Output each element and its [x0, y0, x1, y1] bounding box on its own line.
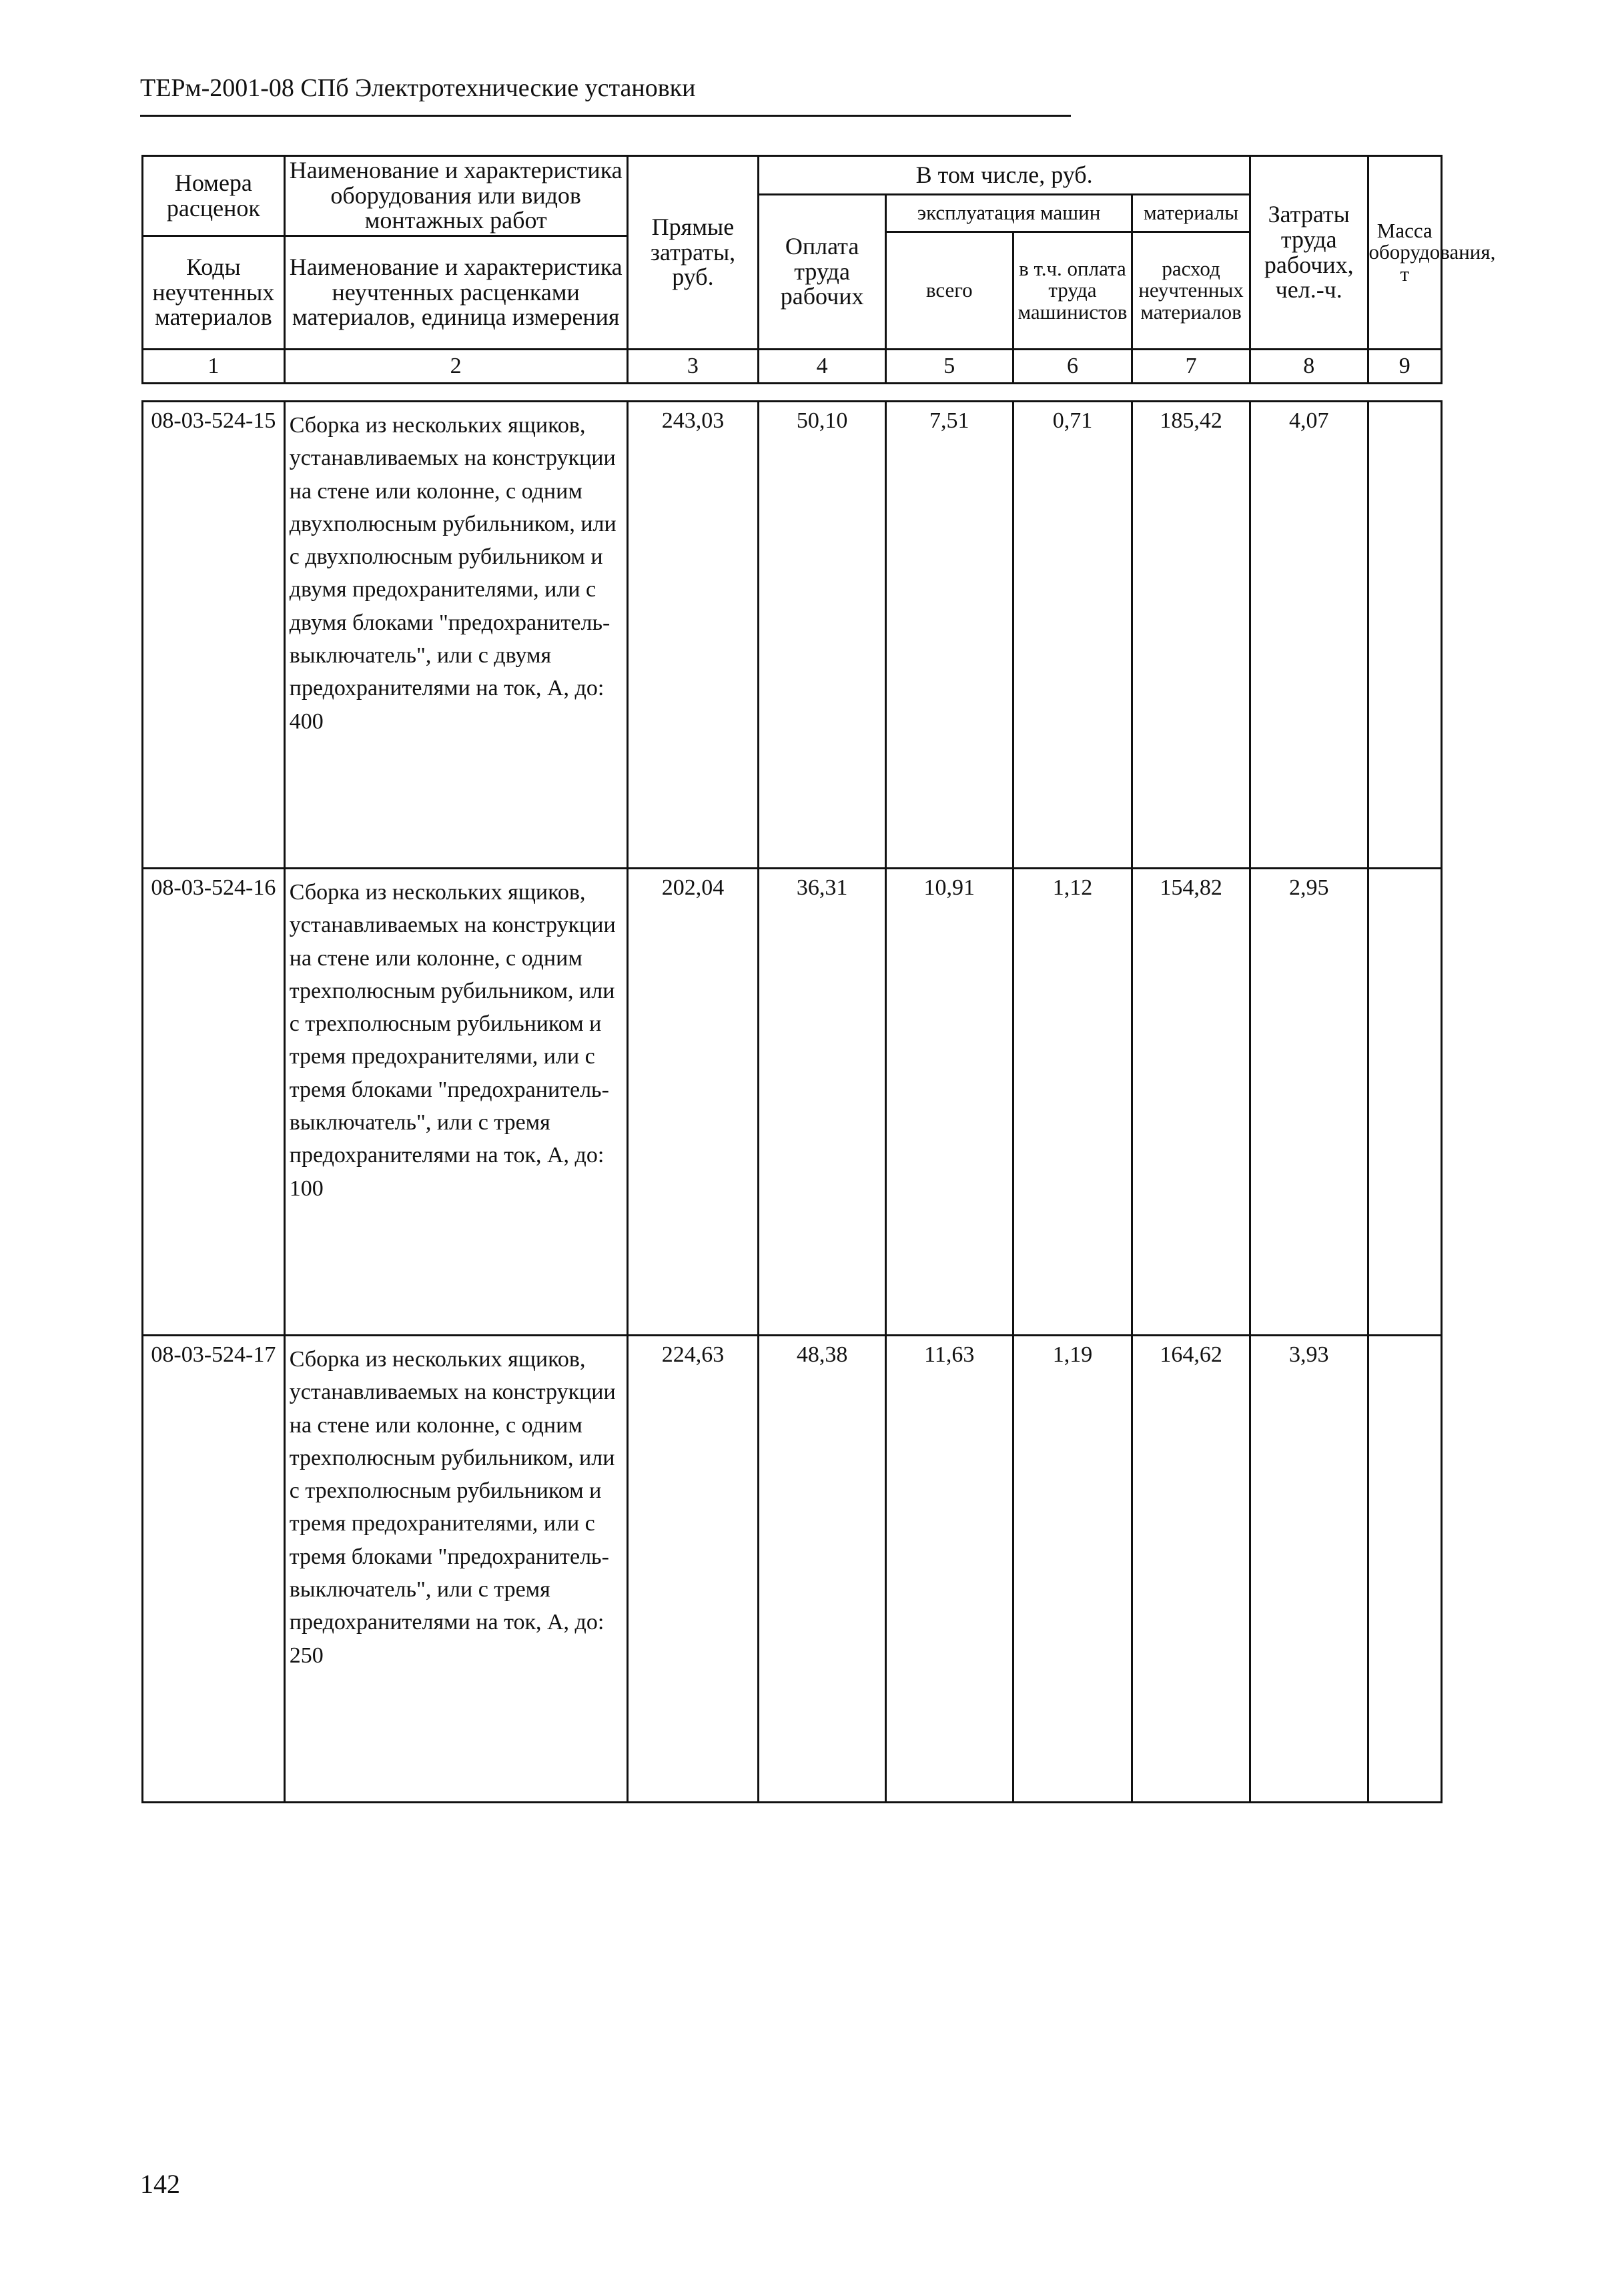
- labor-hours: 4,07: [1250, 402, 1368, 869]
- col-mass-header: Масса оборудования, т: [1368, 156, 1441, 350]
- column-number: 6: [1013, 350, 1132, 384]
- direct-cost: 202,04: [627, 869, 759, 1336]
- direct-cost: 243,03: [627, 402, 759, 869]
- labor-pay: 50,10: [759, 402, 886, 869]
- labor-hours: 3,93: [1250, 1336, 1368, 1803]
- equipment-mass: [1368, 1336, 1441, 1803]
- rate-description: Сборка из нескольких ящиков, устанавливаемых на конструкции на стене или колонне, с одним трехполюсным рубильником, или с трехполюсным рубильником и тремя предохранителями, или с тремя блоками "предохранитель-выключатель", или с тремя предохранителями на ток, А, до: 100: [284, 869, 627, 1336]
- machines-total: 7,51: [885, 402, 1013, 869]
- equipment-mass: [1368, 402, 1441, 869]
- equipment-mass: [1368, 869, 1441, 1336]
- column-number: 1: [143, 350, 285, 384]
- table-row: [143, 1336, 1442, 1803]
- group-including-header: В том числе, руб.: [759, 156, 1250, 195]
- col-rate-number-header: Номера расценок: [143, 156, 285, 236]
- page-number: 142: [140, 2169, 180, 2199]
- rate-code: 08-03-524-16: [143, 869, 285, 1336]
- table-row: [143, 869, 1442, 1336]
- labor-hours: 2,95: [1250, 869, 1368, 1336]
- col-machinists-header: в т.ч. оплата труда машинистов: [1013, 232, 1132, 350]
- column-number: 5: [885, 350, 1013, 384]
- materials-cost: 154,82: [1132, 869, 1250, 1336]
- col-material-codes-header: Коды неучтенных материалов: [143, 236, 285, 350]
- running-head: ТЕРм-2001-08 СПб Электротехнические установки: [140, 74, 696, 102]
- column-number: 4: [759, 350, 886, 384]
- materials-cost: 185,42: [1132, 402, 1250, 869]
- machinists-pay: 1,19: [1013, 1336, 1132, 1803]
- rate-description: Сборка из нескольких ящиков, устанавливаемых на конструкции на стене или колонне, с одним трехполюсным рубильником, или с трехполюсным рубильником и тремя предохранителями, или с тремя блоками "предохранитель-выключатель", или с тремя предохранителями на ток, А, до: 250: [284, 1336, 627, 1803]
- rate-code: 08-03-524-15: [143, 402, 285, 869]
- labor-pay: 48,38: [759, 1336, 886, 1803]
- col-name-header: Наименование и характеристика оборудования или видов монтажных работ: [284, 156, 627, 236]
- rate-code: 08-03-524-17: [143, 1336, 285, 1803]
- rates-table: [141, 400, 1443, 1803]
- col-labor-hours-header: Затраты труда рабочих, чел.-ч.: [1250, 156, 1368, 350]
- col-direct-cost-header: Прямые затраты, руб.: [627, 156, 759, 350]
- column-number: 7: [1132, 350, 1250, 384]
- machinists-pay: 0,71: [1013, 402, 1132, 869]
- column-number: 8: [1250, 350, 1368, 384]
- column-number: 2: [284, 350, 627, 384]
- rate-description: Сборка из нескольких ящиков, устанавливаемых на конструкции на стене или колонне, с одним двухполюсным рубильником, или с двухполюсным рубильником и двумя предохранителями, или с двумя блоками "предохранитель-выключатель", или с двумя предохранителями на ток, А, до: 400: [284, 402, 627, 869]
- column-numbers-row: [143, 350, 1442, 384]
- col-material-name-header: Наименование и характеристика неучтенных расценками материалов, единица измерения: [284, 236, 627, 350]
- column-number: 3: [627, 350, 759, 384]
- machines-group-header: эксплуатация машин: [885, 195, 1132, 232]
- header-table: [141, 155, 1496, 384]
- machines-total: 11,63: [885, 1336, 1013, 1803]
- machines-total: 10,91: [885, 869, 1013, 1336]
- col-machines-total-header: всего: [885, 232, 1013, 350]
- table-row: [143, 402, 1442, 869]
- labor-pay: 36,31: [759, 869, 886, 1336]
- materials-cost: 164,62: [1132, 1336, 1250, 1803]
- materials-group-header: материалы: [1132, 195, 1250, 232]
- column-number: 9: [1368, 350, 1441, 384]
- col-labor-pay-header: Оплата труда рабочих: [759, 195, 886, 350]
- direct-cost: 224,63: [627, 1336, 759, 1803]
- header-rule: [140, 115, 1071, 117]
- col-materials-header: расход неучтенных материалов: [1132, 232, 1250, 350]
- machinists-pay: 1,12: [1013, 869, 1132, 1336]
